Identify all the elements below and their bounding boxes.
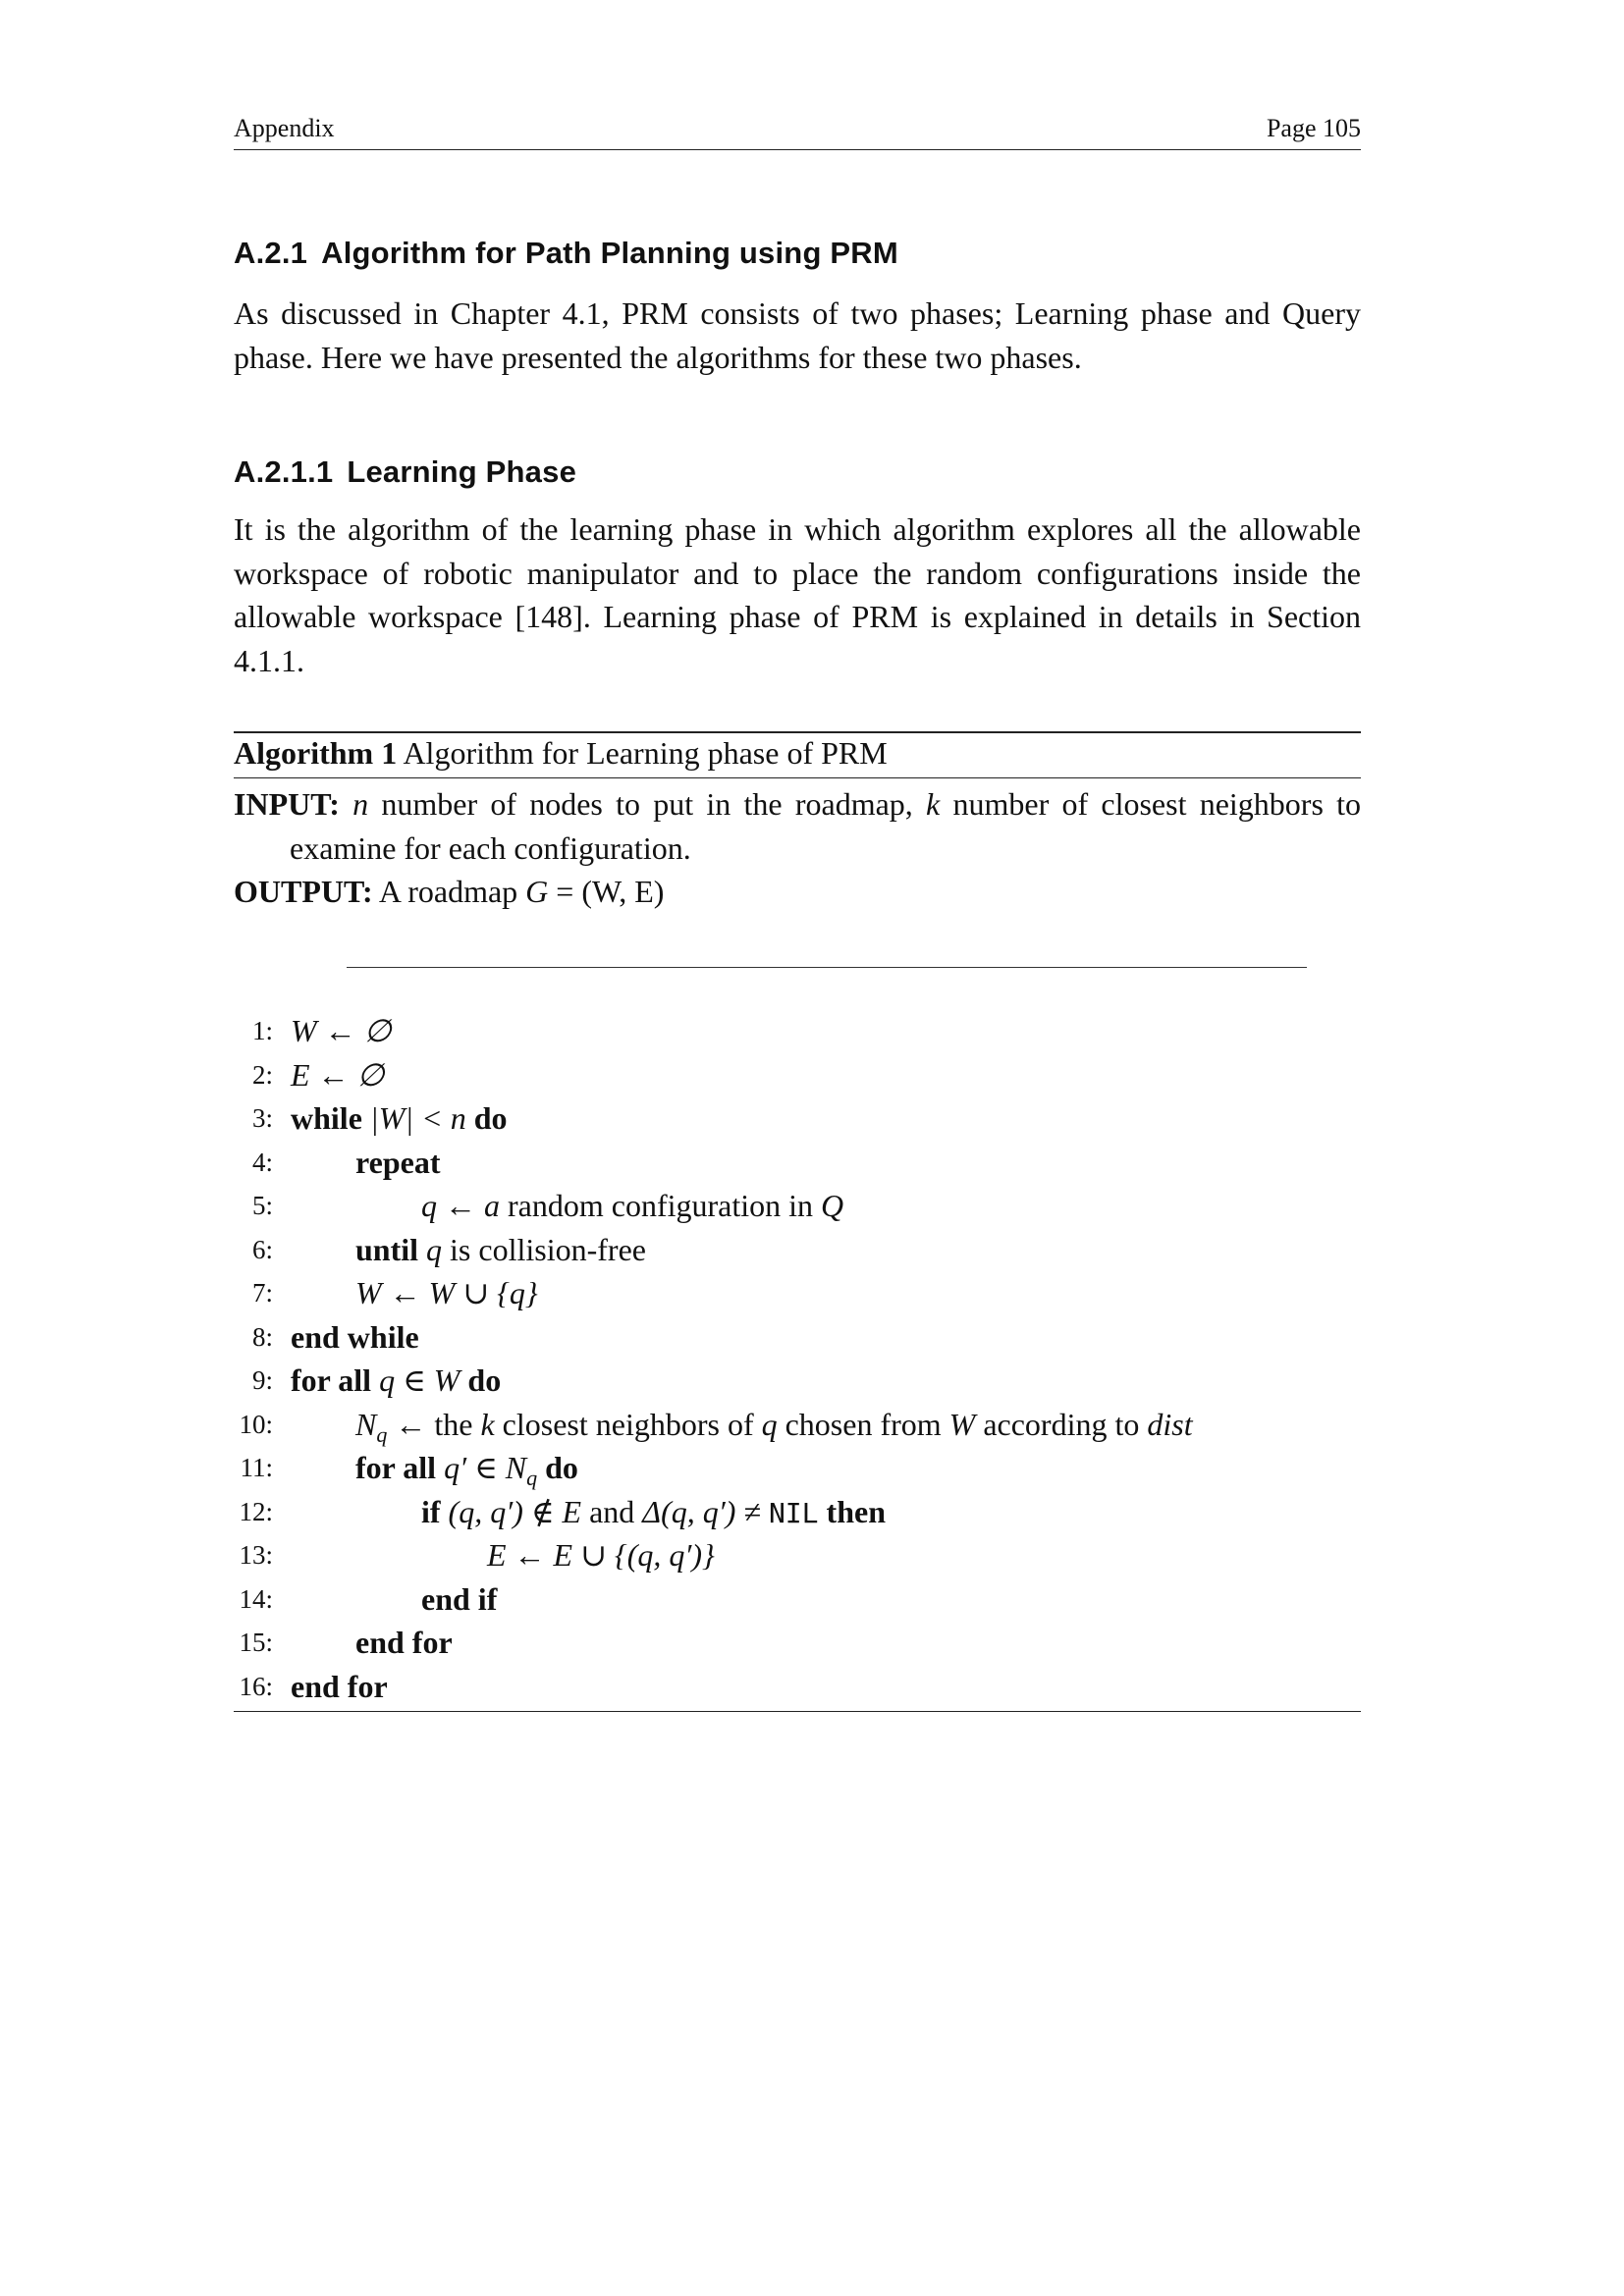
line-code: and [589, 1493, 635, 1529]
algorithm-top-rule [234, 731, 1361, 733]
algorithm-line [234, 1446, 1361, 1490]
line-code: q ∈ W [379, 1362, 460, 1398]
algorithm-line [234, 1533, 1361, 1577]
running-header [234, 110, 1361, 150]
keyword-while: while [291, 1100, 362, 1136]
keyword-end-if: end if [421, 1580, 498, 1617]
line-number: 9: [251, 1365, 273, 1395]
algorithm-line [234, 1228, 1361, 1272]
line-code: q ← a [421, 1188, 500, 1223]
line-number: 6: [251, 1234, 273, 1264]
algorithm-line [234, 1271, 1361, 1315]
line-number: 10: [239, 1409, 273, 1439]
line-number: 11: [240, 1453, 273, 1482]
var-n: n [352, 786, 369, 822]
line-code: according to [983, 1406, 1140, 1442]
line-code: E ← E ∪ {(q, q′)} [487, 1537, 715, 1573]
keyword-then: then [826, 1493, 886, 1529]
algorithm-line [234, 1577, 1361, 1622]
keyword-for-all: for all [291, 1362, 372, 1398]
algorithm-caption [234, 735, 888, 772]
algorithm-caption-rule [234, 777, 1361, 778]
line-code: NIL [768, 1496, 819, 1529]
line-code: q [376, 1421, 388, 1447]
line-number: 13: [239, 1540, 273, 1570]
algorithm-lines [234, 1009, 1361, 1708]
line-number: 15: [239, 1628, 273, 1657]
line-number: 8: [251, 1321, 273, 1352]
keyword-do: do [467, 1362, 502, 1398]
line-code: |W| < n [369, 1100, 466, 1136]
line-code: q′ ∈ N [444, 1450, 527, 1485]
subsection-heading [234, 454, 576, 490]
keyword-until: until [355, 1231, 419, 1267]
output-label: OUTPUT: [234, 874, 373, 909]
input-label: INPUT: [234, 786, 340, 822]
input-text-part1: number of nodes to put in the roadmap, [381, 786, 913, 822]
algorithm-line [234, 1665, 1361, 1709]
algorithm-line [234, 1403, 1361, 1447]
keyword-repeat: repeat [355, 1144, 441, 1180]
line-code: is collision-free [450, 1231, 646, 1267]
output-text: A roadmap [378, 874, 518, 909]
line-number: 7: [251, 1278, 273, 1308]
line-code: q [526, 1466, 538, 1491]
keyword-do: do [545, 1450, 578, 1485]
algorithm-line [234, 1184, 1361, 1228]
section-intro-paragraph: As discussed in Chapter 4.1, PRM consists of two phases; Learning phase and Query phase. Here we have presented the algorithms for these two phases. [234, 295, 1361, 375]
algorithm-line [234, 1315, 1361, 1360]
algorithm-title: Algorithm for Learning phase of PRM [403, 735, 888, 771]
algorithm-line [234, 1621, 1361, 1665]
var-G: G [525, 874, 549, 909]
header-chapter: Appendix [234, 114, 335, 142]
algorithm-bottom-rule [234, 1711, 1361, 1712]
algorithm-line [234, 1359, 1361, 1403]
keyword-end-for: end for [355, 1625, 453, 1660]
line-code: N [355, 1406, 377, 1442]
keyword-if: if [421, 1493, 441, 1529]
section-title: Algorithm for Path Planning using PRM [321, 236, 898, 270]
algorithm-separator-rule [347, 967, 1307, 968]
algorithm-line [234, 1141, 1361, 1185]
algorithm-input [234, 782, 1361, 870]
algorithm-line [234, 1096, 1361, 1141]
line-code: (q, q′) ∉ E [448, 1493, 582, 1529]
line-code: dist [1147, 1406, 1193, 1442]
algorithm-output [234, 870, 1361, 914]
line-code: random configuration in [508, 1188, 814, 1223]
section-heading [234, 236, 898, 271]
line-code: Δ(q, q′) ≠ [642, 1493, 761, 1529]
section-number: A.2.1 [234, 236, 308, 270]
line-code: W ← W ∪ {q} [355, 1275, 538, 1310]
keyword-end-while: end while [291, 1318, 419, 1355]
line-number: 14: [239, 1583, 273, 1614]
line-code: W [948, 1406, 976, 1442]
input-text-part2: number of closest neighbors to examine for each configuration. [290, 786, 1362, 866]
keyword-end-for: end for [291, 1668, 388, 1704]
header-page-number: Page 105 [1266, 114, 1361, 142]
line-number: 2: [251, 1059, 273, 1090]
line-code: k [480, 1406, 495, 1442]
subsection-body-paragraph: It is the algorithm of the learning phase in which algorithm explores all the allowable workspace of robotic manipulator and to place the random configurations inside the allowable workspace [148]. Learning phase of PRM is explained in details in Section 4.1.1. [234, 511, 1361, 678]
line-number: 16: [239, 1671, 273, 1701]
line-code: q [761, 1406, 778, 1442]
line-code: W ← ∅ [291, 1013, 392, 1048]
line-number: 5: [251, 1191, 273, 1220]
algorithm-line [234, 1009, 1361, 1053]
line-number: 1: [251, 1016, 273, 1045]
line-number: 4: [251, 1147, 273, 1177]
line-number: 12: [239, 1496, 273, 1526]
line-code: q [426, 1231, 443, 1267]
var-k: k [926, 786, 941, 822]
line-code: E ← ∅ [291, 1056, 385, 1093]
keyword-for-all: for all [355, 1450, 437, 1485]
keyword-do: do [473, 1100, 508, 1136]
algorithm-label: Algorithm 1 [234, 735, 398, 771]
line-code: chosen from [785, 1406, 942, 1442]
line-code: Q [821, 1188, 844, 1223]
algorithm-line [234, 1053, 1361, 1097]
line-code: closest neighbors of [502, 1406, 754, 1442]
line-number: 3: [251, 1103, 273, 1133]
line-code: ← the [395, 1406, 473, 1442]
output-expression: = (W, E) [556, 874, 665, 909]
algorithm-line [234, 1490, 1361, 1534]
subsection-title: Learning Phase [347, 454, 577, 489]
subsection-number: A.2.1.1 [234, 454, 334, 489]
